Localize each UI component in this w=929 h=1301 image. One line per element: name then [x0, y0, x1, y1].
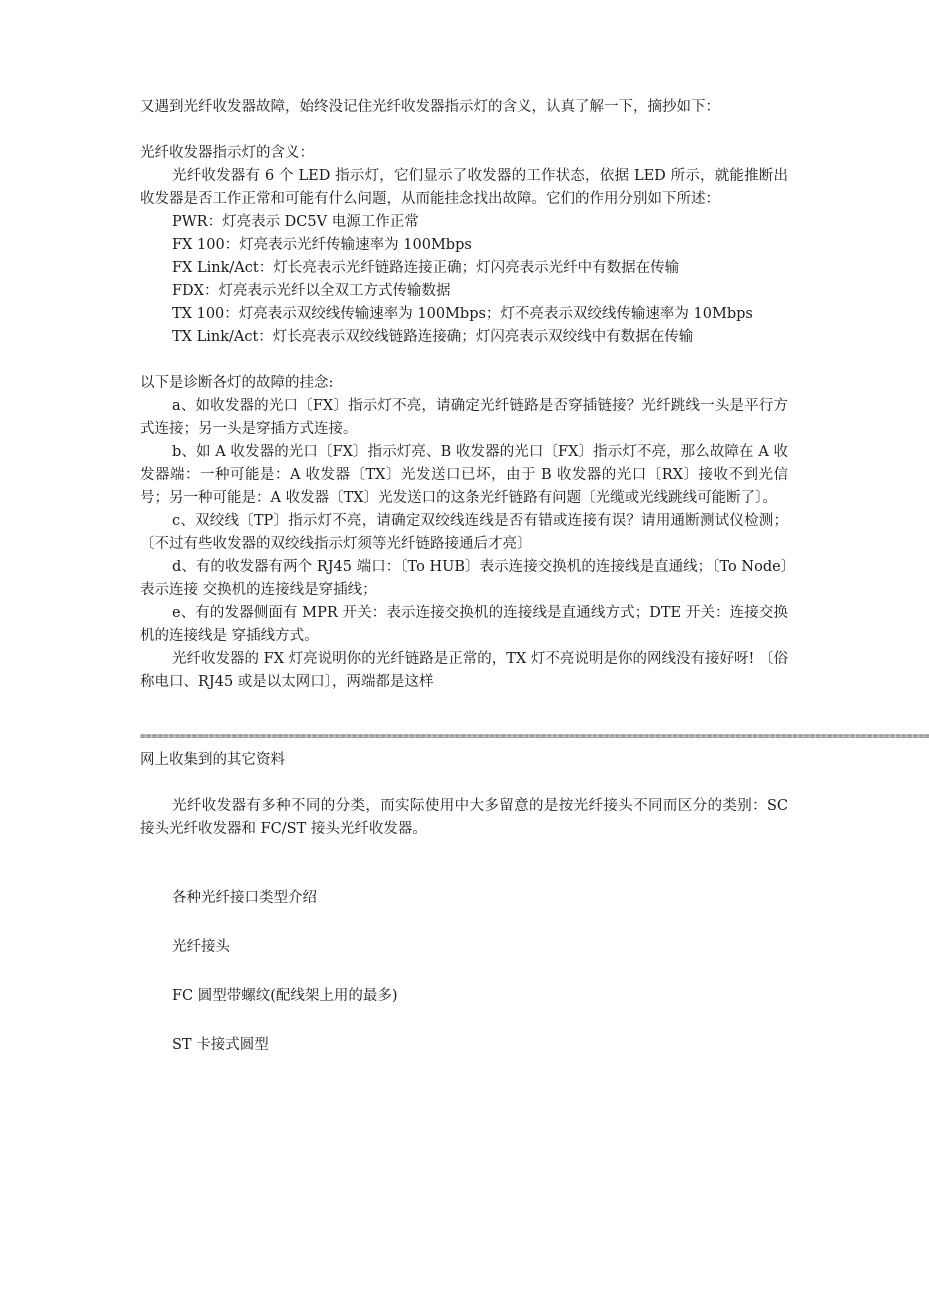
led-item-fdx: FDX：灯亮表示光纤以全双工方式传输数据 — [172, 283, 451, 299]
connector-heading: 光纤接头 — [172, 939, 230, 955]
connector-intro-title: 各种光纤接口类型介绍 — [172, 890, 317, 906]
spacer — [140, 841, 788, 887]
connector-list — [140, 887, 788, 1057]
connector-st: ST 卡接式圆型 — [172, 1037, 269, 1053]
led-item-tx-link: TX Link/Act：灯长亮表示双绞线链路连接确；灯闪亮表示双绞线中有数据在传输 — [172, 329, 694, 345]
led-section-paragraph: 光纤收发器有 6 个 LED 指示灯，它们显示了收发器的工作状态，依据 LED 所示，就能推断出收发器是否工作正常和可能有什么问题，从而能挂念找出故障。它们的作用分别如下所述： — [140, 168, 788, 207]
diagnosis-item-a: a、如收发器的光口〔FX〕指示灯不亮，请确定光纤链路是否穿插链接？光纤跳线一头是平行方式连接；另一头是穿插方式连接。 — [140, 398, 788, 437]
connector-fc: FC 圆型带螺纹(配线架上用的最多) — [172, 988, 398, 1004]
diagnosis-summary: 光纤收发器的 FX 灯亮说明你的光纤链路是正常的，TX 灯不亮说明是你的网线没有接好呀! 〔俗称电口、RJ45 或是以太网口〕，两端都是这样 — [140, 651, 788, 690]
led-section-heading: 光纤收发器指示灯的含义： — [140, 145, 314, 161]
spacer — [140, 694, 788, 717]
diagnosis-item-c: c、双绞线〔TP〕指示灯不亮，请确定双绞线连线是否有错或连接有误？请用通断测试仪检测；〔不过有些收发器的双绞线指示灯须等光纤链路接通后才亮〕 — [140, 513, 788, 552]
divider-line: ========================================================================================================================================== — [140, 731, 929, 742]
spacer — [140, 349, 788, 372]
diagnosis-item-d: d、有的收发器有两个 RJ45 端口：〔To HUB〕表示连接交换机的连接线是直通线；〔To Node〕表示连接 交换机的连接线是穿插线； — [140, 559, 788, 598]
intro-paragraph: 又遇到光纤收发器故障，始终没记住光纤收发器指示灯的含义，认真了解一下，摘抄如下： — [140, 99, 720, 115]
other-info-paragraph: 光纤收发器有多种不同的分类，而实际使用中大多留意的是按光纤接头不同而区分的类别：SC 接头光纤收发器和 FC/ST 接头光纤收发器。 — [140, 798, 788, 837]
spacer — [140, 119, 788, 142]
led-item-fx100: FX 100：灯亮表示光纤传输速率为 100Mbps — [172, 237, 472, 253]
document-page — [140, 96, 929, 1083]
led-item-tx100: TX 100：灯亮表示双绞线传输速率为 100Mbps；灯不亮表示双绞线传输速率为 10Mbps — [172, 306, 753, 322]
diagnosis-item-b: b、如 A 收发器的光口〔FX〕指示灯亮、B 收发器的光口〔FX〕指示灯不亮，那么故障在 A 收发器端：一种可能是：A 收发器〔TX〕光发送口已坏，由于 B 收发器的光口〔RX〕接收不到光信号；另一种可能是：A 收发器〔TX〕光发送口的这条光纤链路有问题〔光缆或光线跳线可能断了〕。 — [140, 444, 788, 506]
spacer — [140, 772, 788, 795]
other-info-heading: 网上收集到的其它资料 — [140, 752, 285, 768]
led-list — [140, 211, 788, 349]
diagnosis-heading: 以下是诊断各灯的故障的挂念: — [140, 375, 334, 391]
led-item-fx-link: FX Link/Act：灯长亮表示光纤链路连接正确；灯闪亮表示光纤中有数据在传输 — [172, 260, 680, 276]
led-item-pwr: PWR：灯亮表示 DC5V 电源工作正常 — [172, 214, 419, 230]
diagnosis-item-e: e、有的发器侧面有 MPR 开关：表示连接交换机的连接线是直通线方式；DTE 开关：连接交换机的连接线是 穿插线方式。 — [140, 605, 788, 644]
